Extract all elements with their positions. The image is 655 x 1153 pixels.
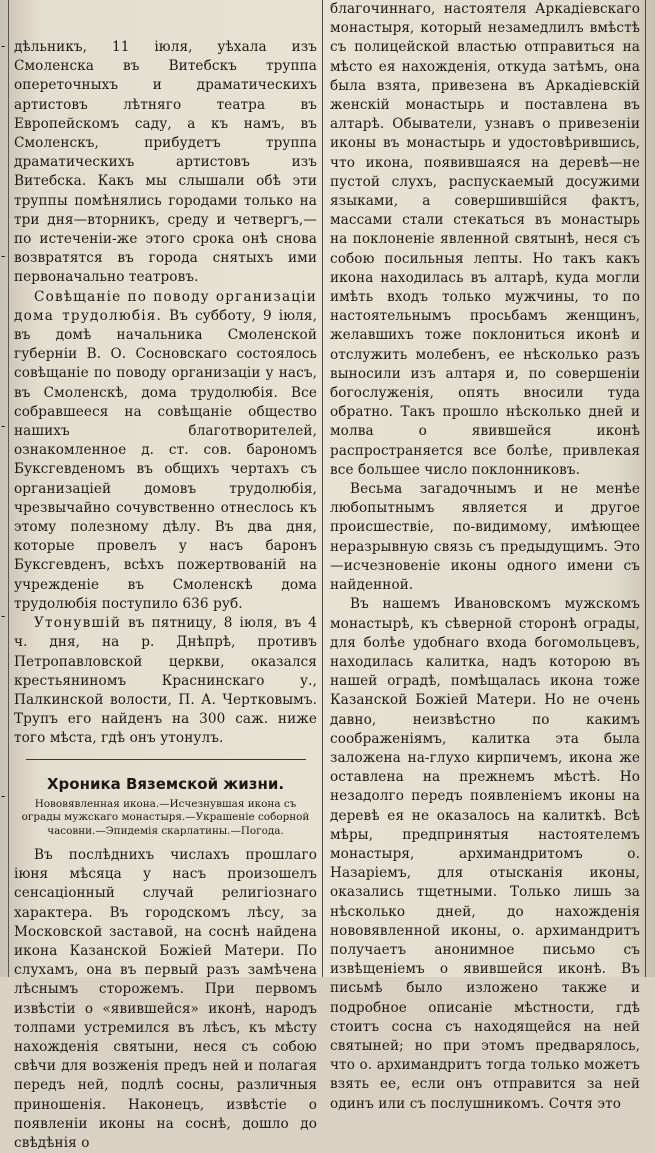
column-divider: [322, 0, 323, 977]
article-lead: Совѣщаніе по поводу организаціи дома трудолюбія.: [14, 288, 317, 324]
right-page-edge: [645, 0, 646, 977]
article-vyazma-p3: Въ нашемъ Ивановскомъ мужскомъ монастырѣ, къ сѣверной сторонѣ ограды, для болѣе удобнаго входа богомольцевъ, находилась калитка, надъ которою въ нашей оградѣ, помѣщалась икона тоже Казанской Божіей Матери. Но не очень давно, неизвѣстно по какимъ соображеніямъ, калитка эта была заложена на-глухо кирпичемъ, икона же оставлена на прежнемъ мѣстѣ. Но незадолго передъ появленіемъ иконы на деревѣ ея не оказалось на калиткѣ. Всѣ мѣры, предпринятыя настоятелемъ монастыря, архимандритомъ о. Назаріемъ, для отысканія иконы, оказались тщетными. Только лишь за нѣсколько дней, до нахожденія нововявленной иконы, о. архимандритъ получаетъ анонимное письмо съ извѣщеніемъ о явившейся иконѣ. Въ письмѣ было изложено также и подробное описаніе мѣстности, гдѣ стоитъ сосна съ находящейся на ней святыней; но при этомъ предварялось, что о. архимандритъ тогда только можетъ взять ее, если онъ отправится за ней одинъ или съ послушникомъ. Сочтя это: [330, 596, 640, 1112]
article-drowned: [14, 614, 317, 748]
article-lead: Утонувшій: [34, 615, 122, 632]
edge-mark: -: [1, 419, 6, 434]
edge-mark: -: [1, 39, 6, 54]
article-body: Въ субботу, 9 іюля, въ домѣ начальника Смоленской губерніи В. О. Сосновскаго состоялось совѣщаніе по поводу организаціи у насъ, въ Смоленскѣ, дома трудолюбія. Все собравшееся на совѣщаніе общество нашихъ благотворителей, ознакомленное д. ст. сов. барономъ Буксгевденомъ въ общихъ чертахъ съ организаціей домовъ трудолюбія, чрезвычайно сочувственно отнеслось къ этому полезному дѣлу. Въ два дня, которые провелъ у насъ баронъ Буксгевденъ, всѣхъ пожертвованій на учрежденіе въ Смоленскѣ дома трудолюбія поступило 636 руб.: [14, 307, 317, 612]
article-vyazma-p2: Весьма загадочнымъ и не менѣе любопытнымъ является и другое происшествіе, по-видимому, имѣющее неразрывную связь съ предыдущимъ. Это—исчезновеніе иконы одного имени съ найденной.: [330, 481, 640, 594]
article-body: въ пятницу, 8 іюля, въ 4 ч. дня, на р. Днѣпрѣ, противъ Петропавловской церкви, оказался крестьяниномъ Краснинскаго у., Палкинской волости, П. А. Чертковымъ. Трупъ его найденъ на 300 саж. ниже того мѣста, гдѣ онъ утонулъ.: [14, 615, 317, 747]
right-column: [330, 0, 640, 1112]
edge-mark: -: [1, 609, 6, 624]
article-continuation: дѣльникъ, 11 іюля, уѣхала изъ Смоленска въ Витебскъ труппа опереточныхъ и драматическихъ артистовъ лѣтняго театра въ Европейскомъ саду, а къ намъ, въ Смоленскъ, прибудетъ труппа драматическихъ артистовъ изъ Витебска. Какъ мы слышали обѣ эти труппы помѣнялись городами только на три дня—вторникъ, среду и четвергъ,—по истеченіи-же этого срока онѣ снова возвратятся въ города снятыхъ ими первоначально театровъ.: [14, 39, 317, 286]
section-heading: Хроника Вяземской жизни.: [46, 774, 285, 793]
article-trudolyubie: [14, 288, 317, 614]
left-page-edge: [0, 0, 9, 977]
article-vyazma: Въ послѣднихъ числахъ прошлаго іюня мѣсяца у насъ произошелъ сенсаціонный случай религіознаго характера. Въ городскомъ лѣсу, за Московской заставой, на соснѣ найдена икона Казанской Божіей Матери. По слухамъ, она въ первый разъ замѣчена лѣснымъ сторожемъ. При первомъ извѣстіи о «явившейся» иконѣ, народъ толпами устремился въ лѣсъ, къ мѣсту нахожденія святыни, неся съ собою свѣчи для возженія предъ ней и полагая передъ ней, подлѣ сосны, различныя приношенія. Наконецъ, извѣстіе о появленіи иконы на соснѣ, дошло до свѣдѣнія о: [14, 847, 317, 1152]
article-vyazma-continuation: благочиннаго, настоятеля Аркадіевскаго монастыря, который незамедлилъ вмѣстѣ съ полицейской властью отправиться на мѣсто ея нахожденія, откуда затѣмъ, она была взята, привезена въ Аркадіевскій женскій монастырь и поставлена въ алтарѣ. Обыватели, узнавъ о привезеніи иконы въ монастырь и удостовѣрившись, что икона, появившаяся на деревѣ—не пустой слухъ, распускаемый досужими языками, а совершившійся фактъ, массами стали стекаться въ монастырь на поклоненіе явленной святынѣ, неся съ собою посильныя лепты. Но такъ какъ икона находилась въ алтарѣ, куда могли имѣть входъ только мужчины, то по настоятельнымъ просьбамъ женщинъ, желавшихъ тоже поклониться иконѣ и отслужить молебенъ, ее нѣсколько разъ выносили изъ алтаря и, по совершеніи богослуженія, опять вносили туда обратно. Такъ прошло нѣсколько дней и молва о явившейся иконѣ распространяется все болѣе, привлекая все большее число поклонниковъ.: [330, 1, 640, 478]
section-divider: [26, 759, 306, 760]
edge-mark: -: [1, 249, 6, 264]
section-summary: Нововявленная икона.—Исчезнувшая икона съ ограды мужскаго монастыря.—Украшеніе соборной часовни.—Эпидемія скарлатины.—Погода.: [21, 797, 310, 837]
left-column: [14, 0, 317, 1152]
edge-mark: -: [1, 789, 6, 804]
